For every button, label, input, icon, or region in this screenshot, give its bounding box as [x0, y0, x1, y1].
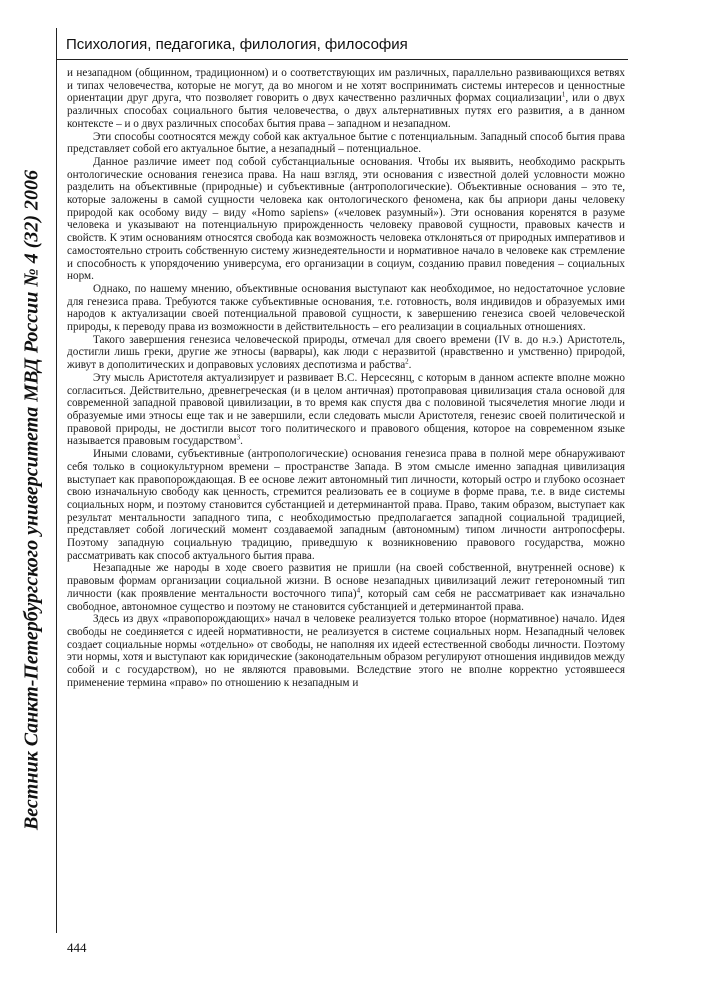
paragraph: Однако, по нашему мнению, объективные основания выступают как необходимое, но недостаточное условие для генезиса права. Требуются также субъективные основания, т.е. готовность, воля индивидов и образуемых ими народов к актуализации своей потенциальной правовой сущности, к завершению генезиса своей человеческой природы, к переводу права из возможности в действительность – его реализации в социальных отношениях. — [67, 282, 625, 334]
paragraph: Данное различие имеет под собой субстанциальные основания. Чтобы их выявить, необходимо раскрыть онтологические основания генезиса права. На наш взгляд, эти основания с известной долей условности можно разделить на объективные (природные) и субъективные (антропологические). Объективные основания – это те, которые заложены в самой сущности человека как онтологического феномена, как бы априори даны человеку природой как особому виду – виду «Homo sapiens» («человек разумный»). Эти основания коренятся в разуме человека и указывают на потенциальную прирожденность человеку правовой сущности, правовых качеств и свойств. К этим основаниям относятся свобода как возможность человека отклоняться от природных императивов и самостоятельно строить собственную систему жизнедеятельности и нормативное начало в человеке как стремление и способность к упорядочению универсума, его организации в социум, созданию правил поведения – социальных норм. — [67, 155, 625, 283]
paragraph: Такого завершения генезиса человеческой природы, отмечал для своего времени (IV в. до н.э.) Аристотель, достигли лишь греки, другие же этносы (варвары), как люди с неразвитой (нравственно и умственно) природой, живут в дополитических и доправовых условиях деспотизма и рабства$^2$. — [67, 333, 625, 372]
paragraph: и незападном (общинном, традиционном) и о соответствующих им различных, параллельно развивающихся ветвях и типах человечества, которые не могут, да во многом и не хотят воспринимать системы интересов и ценностные ориентации друг друга, что позволяет говорить о двух качественно различных формах социализации$^1$, или о двух различных способах социального бытия человечества, о двух альтернативных путях его развития, а в данном контексте – и о двух различных способах бытия права – западном и незападном. — [67, 67, 625, 130]
paragraph: Иными словами, субъективные (антропологические) основания генезиса права в полной мере обнаруживают себя только в социокультурном времени – пространстве Запада. В этом смысле именно западная цивилизация выступает как правопорождающая. В ее основе лежит автономный тип личности, который остро и глубоко осознает свою изначальную свободу как ценность, стремится реализовать ее в социуме в форме права, т.е. в виде системы социальных норм, и поэтому становится субстанцией и детерминантой права. Право, таким образом, выступает как результат ментальности западного типа, с необходимостью предполагается западной социальной традицией, представляет собой логический момент создаваемой западным (автономным) типом личности антропосферы. Поэтому западную социальную традицию, приведшую к возникновению правового государства, можно рассматривать как способ актуального бытия права. — [67, 448, 625, 562]
paragraph: Эту мысль Аристотеля актуализирует и развивает В.С. Нерсесянц, с которым в данном аспекте вполне можно согласиться. Действительно, древнегреческая (и в целом античная) протоправовая цивилизация стала основой для современной западной правовой цивилизации, в то время как спустя два с половиной тысячелетия многие люди и образуемые ими этносы еще так и не завершили, если следовать мысли Аристотеля, генезис своей политической и правовой природы, не достигли высот того политического и правового общения, которое на современном языке называется правовым государством$^3$. — [67, 371, 625, 448]
article-body — [67, 67, 625, 929]
vertical-rule — [56, 28, 57, 933]
horizontal-rule — [56, 59, 628, 60]
running-header: Психология, педагогика, филология, философия — [66, 36, 408, 53]
paragraph: Здесь из двух «правопорождающих» начал в человеке реализуется только второе (нормативное) начало. Идея свободы не соединяется с идеей нормативности, не реализуется в системе социальных норм. Незападный человек создает социальные нормы «отдельно» от свободы, не наполняя их идеей естественной свободы личности. Поэтому эти нормы, хотя и выступают как юридические (законодательным образом регулируют отношения индивидов между собой и с государством), но не являются правовыми. Вследствие этого не вполне корректно устоявшееся применение термина «право» по отношению к незападным и — [67, 613, 625, 689]
page-number: 444 — [67, 940, 87, 955]
paragraph: Эти способы соотносятся между собой как актуальное бытие с потенциальным. Западный способ бытия права представляет собой его актуальное бытие, а незападный – потенциальное. — [67, 130, 625, 156]
journal-side-title: Вестник Санкт-Петербургского университета МВД России № 4 (32) 2006 — [20, 169, 43, 831]
paragraph: Незападные же народы в ходе своего развития не пришли (на своей собственной, внутренней основе) к правовым формам организации социальной жизни. В основе незападных цивилизаций лежит гетерономный тип личности (как проявление ментальности восточного типа)$^4$, который сам себя не рассматривает как изначально свободное, автономное существо и поэтому не становится субстанцией и детерминантой права. — [67, 562, 625, 613]
